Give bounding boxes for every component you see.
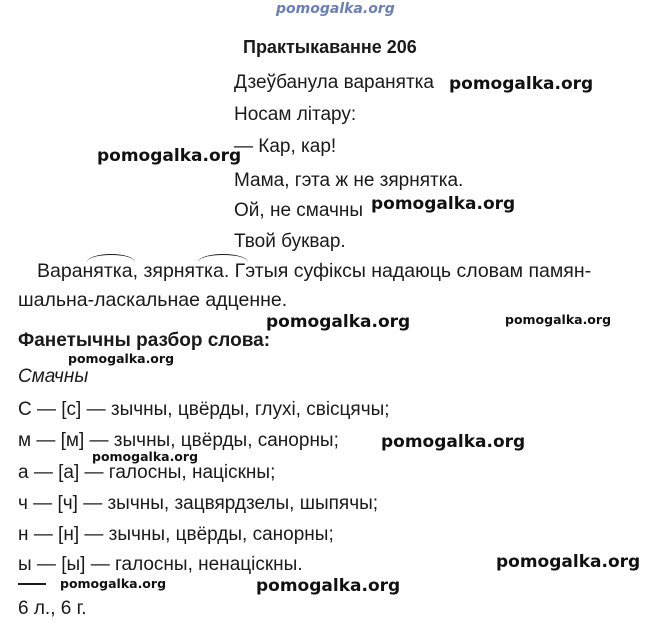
- phonetic-row: ч — [ч] — зычны, зацвярдзелы, шыпячы;: [18, 493, 379, 514]
- watermark: pomogalka.org: [381, 432, 526, 452]
- watermark: pomogalka.org: [496, 552, 641, 572]
- watermark: pomogalka.org: [256, 576, 401, 596]
- phonetic-row: а — [а] — галосны, націскны;: [18, 462, 276, 483]
- poem-line: Мама, гэта ж не зярнятка.: [234, 170, 464, 191]
- analyzed-word: Смачны: [18, 366, 89, 387]
- watermark: pomogalka.org: [449, 74, 594, 94]
- phonetic-row: м — [м] — зычны, цвёрды, санорны;: [18, 430, 339, 451]
- poem-line: Носам літару:: [234, 104, 357, 125]
- suffix-arc-mark: [198, 254, 248, 262]
- watermark: pomogalka.org: [68, 351, 175, 366]
- exercise-title: Практыкаванне 206: [243, 37, 417, 57]
- explanation-line: Варанятка, зярнятка. Гэтыя суфіксы надаюць словам памян-: [37, 260, 592, 282]
- poem-line: Ой, не смачны: [234, 200, 364, 221]
- phonetic-row: С — [с] — зычны, цвёрды, глухі, свісцячы;: [18, 399, 390, 420]
- watermark-top: pomogalka.org: [276, 1, 395, 17]
- poem-line: Дзеўбанула варанятка: [234, 72, 434, 93]
- watermark: pomogalka.org: [266, 312, 411, 332]
- phonetic-heading: Фанетычны разбор слова:: [18, 330, 271, 351]
- watermark: pomogalka.org: [505, 312, 612, 327]
- watermark: pomogalka.org: [371, 194, 516, 214]
- watermark: pomogalka.org: [97, 146, 242, 166]
- phonetic-row: н — [н] — зычны, цвёрды, санорны;: [18, 524, 334, 545]
- watermark: pomogalka.org: [60, 576, 167, 591]
- poem-line: Твой буквар.: [234, 231, 346, 252]
- suffix-arc-mark: [87, 254, 135, 262]
- divider: [18, 583, 46, 585]
- watermark: pomogalka.org: [92, 449, 199, 464]
- explanation-line: шальна-ласкальнае адценне.: [18, 289, 288, 311]
- poem-line: — Кар, кар!: [234, 136, 337, 157]
- phonetic-row: ы — [ы] — галосны, ненаціскны.: [18, 554, 303, 575]
- letters-sounds-count: 6 л., 6 г.: [18, 598, 87, 619]
